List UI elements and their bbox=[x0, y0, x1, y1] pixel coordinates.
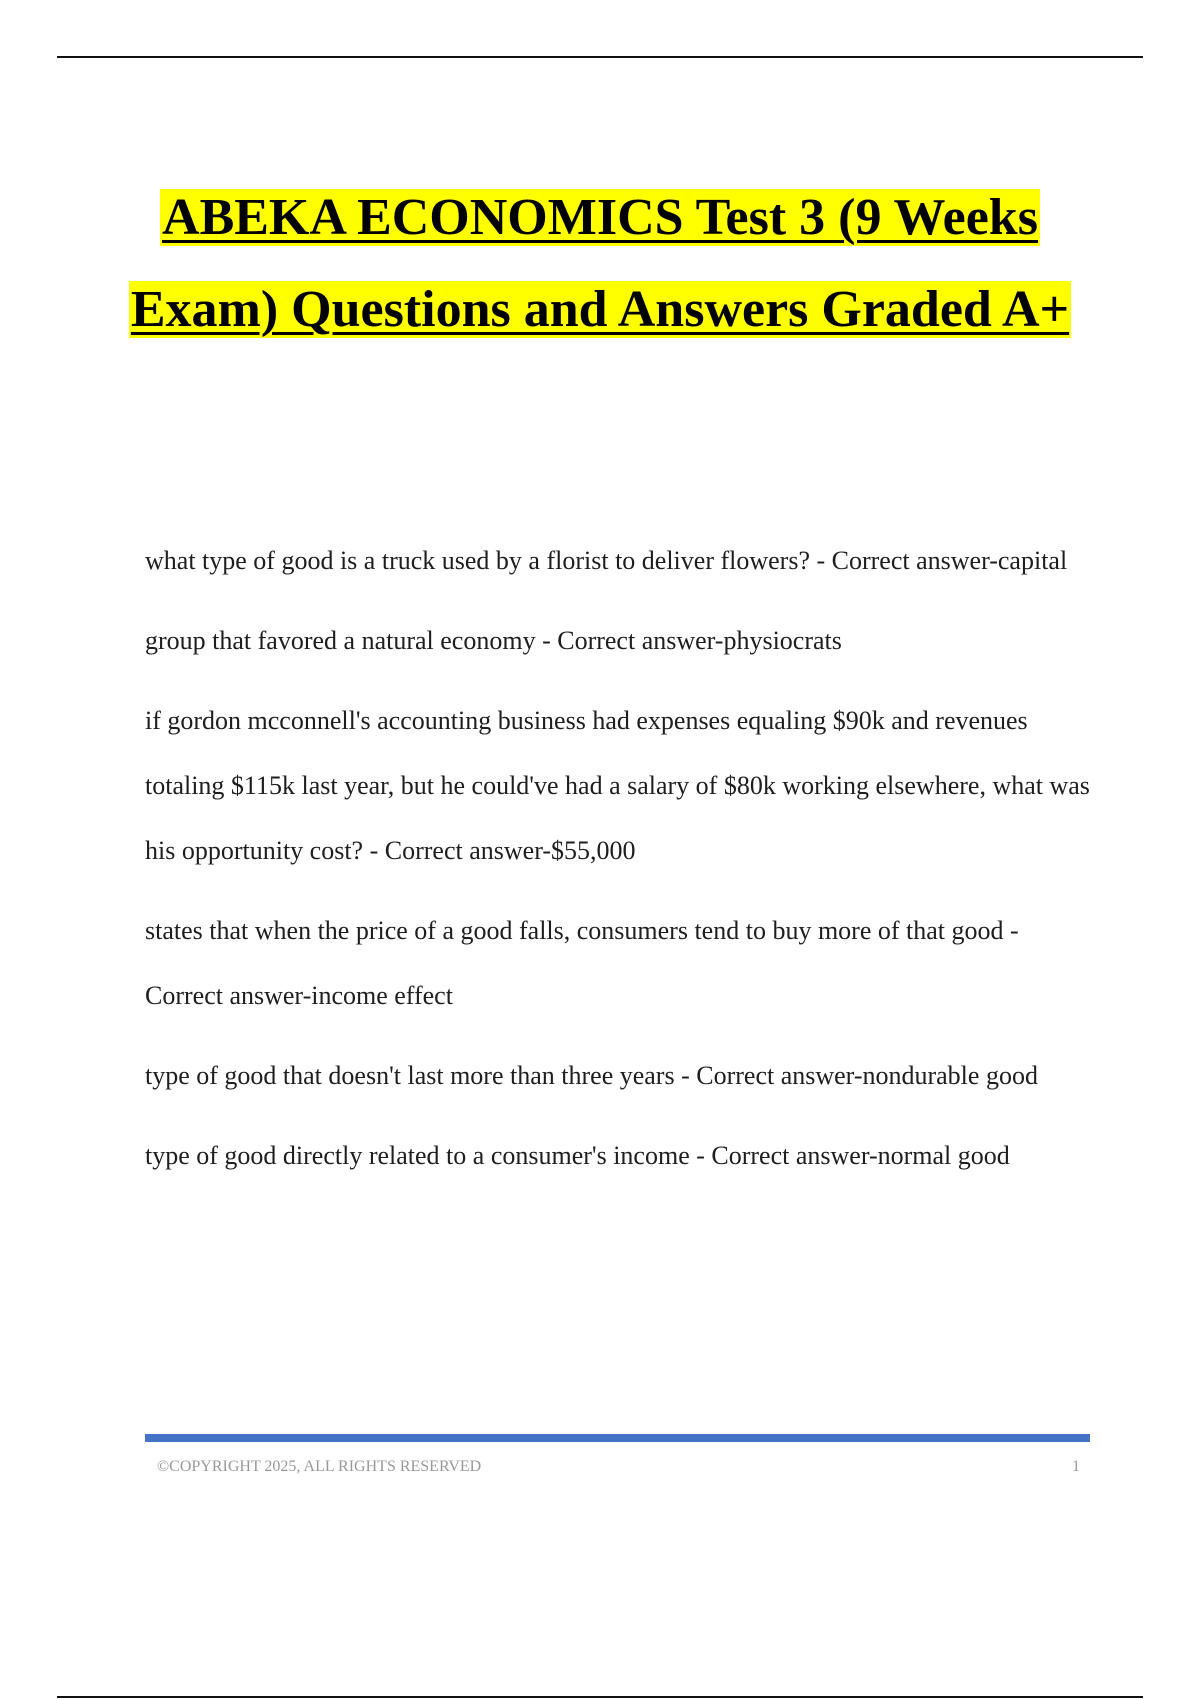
qa-item-2: group that favored a natural economy - Correct answer-physiocrats bbox=[145, 626, 842, 655]
qa-item-3: if gordon mcconnell's accounting business had expenses equaling $90k and revenues totaling $115k last year, but he could've had a salary of $80k working elsewhere, what was his opportunity cost? - Correct answer-$55,000 bbox=[145, 706, 1090, 865]
qa-item-6: type of good directly related to a consumer's income - Correct answer-normal good bbox=[145, 1141, 1010, 1170]
qa-item-4: states that when the price of a good falls, consumers tend to buy more of that good - Correct answer-income effect bbox=[145, 916, 1019, 1010]
qa-item-1: what type of good is a truck used by a florist to deliver flowers? - Correct answer-capital bbox=[145, 546, 1068, 575]
qa-item-5: type of good that doesn't last more than three years - Correct answer-nondurable good bbox=[145, 1061, 1038, 1090]
footer-divider-bar bbox=[145, 1434, 1090, 1442]
page-number: 1 bbox=[1072, 1458, 1080, 1475]
bottom-border-line bbox=[57, 1696, 1143, 1698]
document-title bbox=[100, 172, 1100, 356]
qa-list bbox=[145, 528, 1095, 1203]
top-border-line bbox=[57, 56, 1143, 58]
footer-copyright: ©COPYRIGHT 2025, ALL RIGHTS RESERVED bbox=[157, 1458, 482, 1475]
document-title-highlight: ABEKA ECONOMICS Test 3 (9 Weeks Exam) Questions and Answers Graded A+ bbox=[130, 189, 1070, 338]
